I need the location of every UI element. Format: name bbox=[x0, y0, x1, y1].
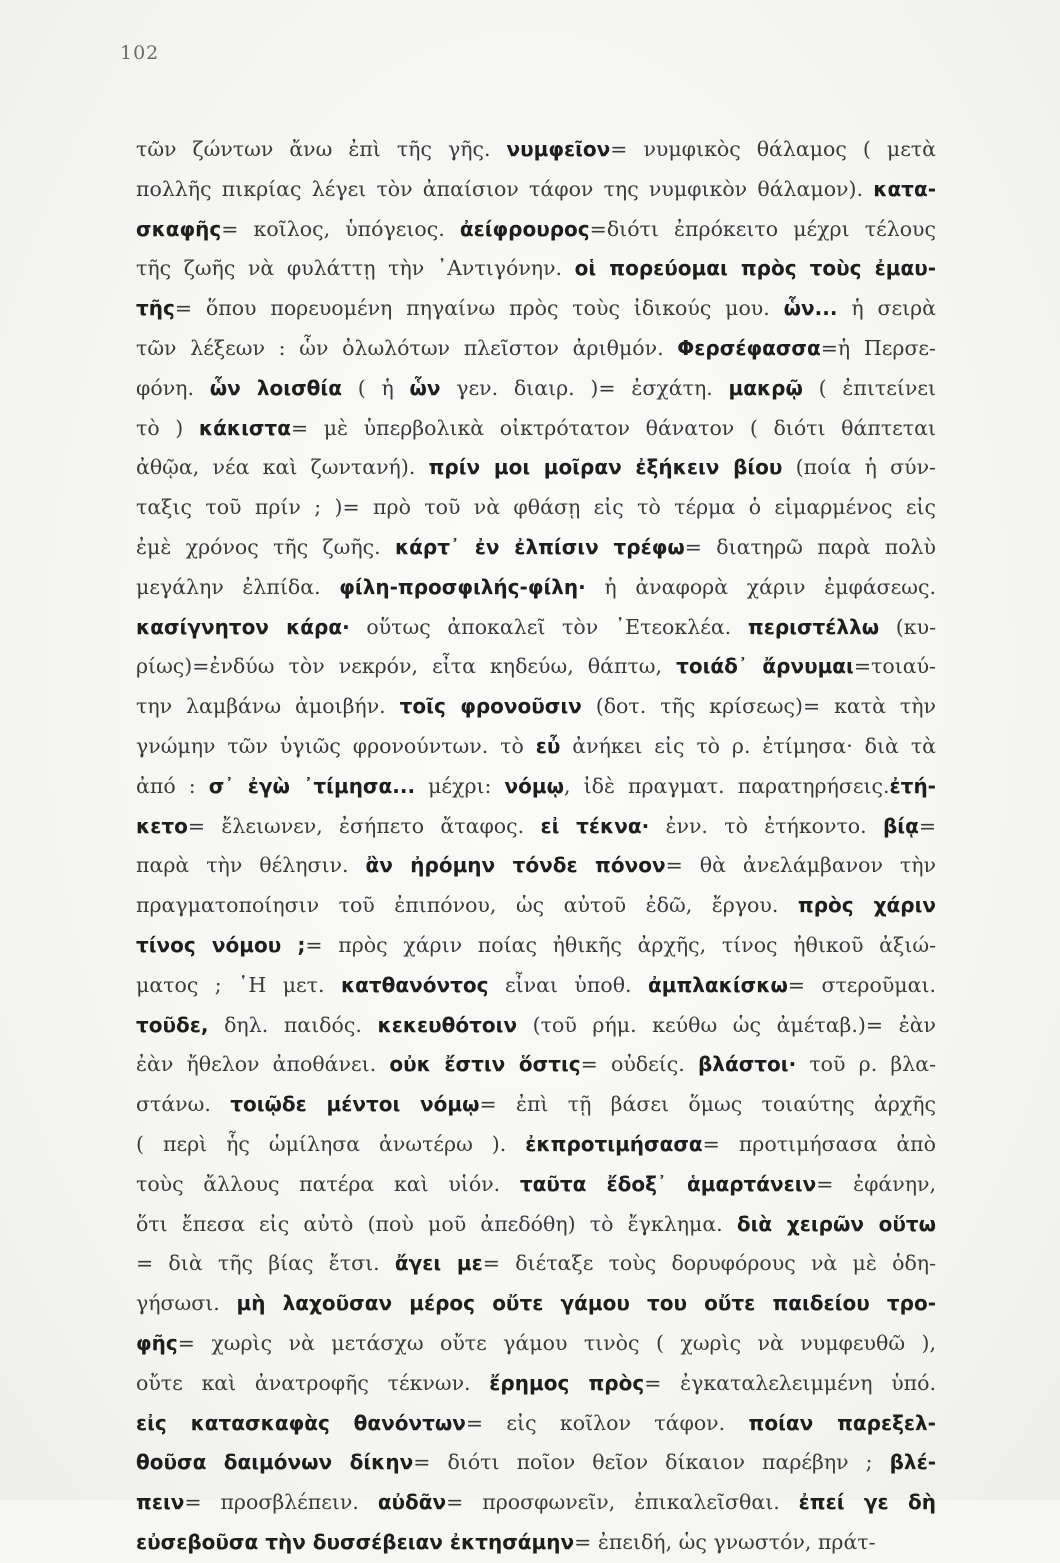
text-line bbox=[136, 1006, 936, 1046]
text-line bbox=[136, 249, 936, 289]
gloss-text: ἡ ἀναφορὰ χάριν ἐμφάσεως. bbox=[585, 574, 936, 599]
text-line bbox=[136, 409, 936, 449]
text-line bbox=[136, 687, 936, 727]
gloss-text: = ἐπειδή, ὡς γνωστόν, πράτ- bbox=[574, 1529, 876, 1554]
gloss-text: μέχρι: bbox=[415, 773, 505, 798]
gloss-text: ἐνν. τὸ ἐτήκοντο. bbox=[649, 813, 883, 838]
gloss-text: πολλῆς πικρίας λέγει τὸν ἀπαίσιον τάφον της νυμφικὸν θάλαμον). bbox=[136, 176, 874, 201]
gloss-text: τὸ ) bbox=[136, 415, 199, 440]
lemma-term: εὖ bbox=[535, 733, 561, 758]
lemma-term: φίλη-προσφιλής-φίλη· bbox=[339, 574, 586, 599]
gloss-text: ματος ; ῾Η μετ. bbox=[136, 972, 341, 997]
text-line bbox=[136, 647, 936, 687]
lemma-term: αὐδᾶν bbox=[377, 1490, 447, 1515]
text-line bbox=[136, 767, 936, 807]
gloss-text: ἐὰν ἤθελον ἀποθάνει. bbox=[136, 1052, 390, 1077]
gloss-text: παρὰ τὴν θέλησιν. bbox=[136, 853, 366, 878]
lemma-term: πειν bbox=[136, 1490, 185, 1515]
lemma-term: κασίγνητον κάρα· bbox=[136, 614, 350, 639]
lemma-term: κατα- bbox=[873, 176, 936, 201]
gloss-text: πραγματοποίησιν τοῦ ἐπιπόνου, ὡς αὐτοῦ ἐδῶ, ἔργου. bbox=[136, 893, 798, 918]
gloss-text: γήσωσι. bbox=[136, 1291, 237, 1316]
text-line bbox=[136, 1404, 936, 1444]
lemma-term: ἀείφρουρος bbox=[459, 216, 590, 241]
gloss-text: = ἐγκαταλελειμμένη ὑπό. bbox=[644, 1370, 936, 1395]
text-line bbox=[136, 1523, 936, 1563]
gloss-text: = νυμφικὸς θάλαμος ( μετὰ bbox=[610, 137, 936, 161]
lemma-term: κάκιστα bbox=[198, 415, 291, 440]
text-line bbox=[136, 1483, 936, 1523]
lemma-term: κεκευθότοιν bbox=[377, 1012, 518, 1037]
lemma-term: ἐπεί γε δὴ bbox=[798, 1490, 936, 1515]
lemma-term: θοῦσα δαιμόνων δίκην bbox=[136, 1450, 414, 1475]
lemma-term: ποίαν παρεξελ- bbox=[748, 1410, 936, 1435]
text-line bbox=[136, 568, 936, 608]
gloss-text: ἀνήκει εἰς τὸ ρ. ἐτίμησα· διὰ τὰ bbox=[560, 733, 936, 758]
lemma-term: οἱ πορεύομαι πρὸς τοὺς ἐμαυ- bbox=[574, 256, 936, 281]
lemma-term: τῆς bbox=[136, 296, 175, 321]
gloss-text: εἶναι ὑποθ. bbox=[488, 972, 648, 997]
lemma-term: βλέ- bbox=[889, 1450, 936, 1475]
lemma-term: πρίν μοι μοῖραν ἐξήκειν βίου bbox=[428, 455, 783, 480]
gloss-text: (κυ- bbox=[879, 614, 936, 639]
gloss-text: ὅτι ἔπεσα εἰς αὐτὸ (ποὺ μοῦ ἀπεδόθη) τὸ ἔγκλημα. bbox=[136, 1211, 737, 1236]
gloss-text: = διατηρῶ παρὰ πολὺ bbox=[684, 534, 936, 559]
gloss-text: = διὰ τῆς βίας ἔτσι. bbox=[136, 1251, 395, 1276]
lemma-term: ἔρημος πρὸς bbox=[489, 1370, 645, 1395]
gloss-text: = ἐπὶ τῇ βάσει ὅμως τοιαύτης ἀρχῆς bbox=[479, 1092, 936, 1117]
text-line bbox=[136, 1443, 936, 1483]
lemma-term: περιστέλλω bbox=[747, 614, 880, 639]
text-line bbox=[136, 369, 936, 409]
lemma-term: ἄγει με bbox=[394, 1251, 483, 1276]
text-line bbox=[136, 1284, 936, 1324]
gloss-text: φόνη. bbox=[136, 375, 210, 400]
lemma-term: τοιῷδε μέντοι νόμῳ bbox=[230, 1092, 480, 1117]
gloss-text: την λαμβάνω ἀμοιβήν. bbox=[136, 694, 400, 719]
gloss-text: ( ἐπιτείνει bbox=[802, 375, 936, 400]
gloss-text: τῆς ζωῆς νὰ φυλάττῃ τὴν ᾿Αντιγόνην. bbox=[136, 256, 575, 281]
gloss-text: στάνω. bbox=[136, 1092, 231, 1117]
text-line bbox=[136, 528, 936, 568]
lemma-term: μὴ λαχοῦσαν μέρος οὔτε γάμου του οὔτε παιδείου τρο- bbox=[236, 1291, 936, 1316]
page-number: 102 bbox=[120, 42, 160, 64]
gloss-text: γεν. διαιρ. )= ἐσχάτη. bbox=[440, 375, 729, 400]
text-line bbox=[136, 966, 936, 1006]
gloss-text: ἐμὲ χρόνος τῆς ζωῆς. bbox=[136, 534, 395, 559]
gloss-text: = προσβλέπειν. bbox=[184, 1490, 378, 1515]
gloss-text: μεγάλην ἐλπίδα. bbox=[136, 574, 340, 599]
text-line bbox=[136, 727, 936, 767]
lemma-term: μακρῷ bbox=[728, 375, 803, 400]
gloss-text: τοὺς ἄλλους πατέρα καὶ υἱόν. bbox=[136, 1171, 520, 1196]
text-line bbox=[136, 210, 936, 250]
lemma-term: βλάστοι· bbox=[697, 1052, 797, 1077]
lemma-term: κετο bbox=[136, 813, 188, 838]
lemma-term: νόμῳ bbox=[504, 773, 564, 798]
gloss-text: = στεροῦμαι. bbox=[787, 972, 936, 997]
text-line bbox=[136, 846, 936, 886]
text-line bbox=[136, 1364, 936, 1404]
text-line bbox=[136, 1125, 936, 1165]
gloss-text: = bbox=[918, 813, 936, 838]
lemma-term: εὐσεβοῦσα τὴν δυσσέβειαν ἐκτησάμην bbox=[136, 1529, 575, 1554]
gloss-text: = χωρὶς νὰ μετάσχω οὔτε γάμου τινὸς ( χωρὶς νὰ νυμφευθῶ ), bbox=[177, 1330, 936, 1355]
gloss-text: οὔτε καὶ ἀνατροφῆς τέκνων. bbox=[136, 1370, 490, 1395]
text-line bbox=[136, 488, 936, 528]
lemma-term: τοιάδ᾿ ἄρνυμαι bbox=[676, 654, 854, 679]
text-line bbox=[136, 807, 936, 847]
lemma-term: ὧν bbox=[409, 375, 441, 400]
lemma-term: ἀμπλακίσκω bbox=[648, 972, 788, 997]
lemma-term: ἂν ἠρόμην τόνδε πόνον bbox=[365, 853, 666, 878]
gloss-text: ταξις τοῦ πρίν ; )= πρὸ τοῦ νὰ φθάσῃ εἰς τὸ τέρμα ὁ εἱμαρμένος εἰς bbox=[136, 495, 936, 520]
lemma-term: τίνος νόμου ; bbox=[136, 932, 306, 957]
text-line bbox=[136, 886, 936, 926]
text-line bbox=[136, 926, 936, 966]
lemma-term: φῆς bbox=[136, 1330, 178, 1355]
gloss-text: = ἔλειωνεν, ἐσήπετο ἄταφος. bbox=[187, 813, 541, 838]
gloss-text: =διότι ἐπρόκειτο μέχρι τέλους bbox=[589, 216, 936, 241]
text-line bbox=[136, 1324, 936, 1364]
lemma-term: οὐκ ἔστιν ὅστις bbox=[389, 1052, 581, 1077]
gloss-text: (τοῦ ρήμ. κεύθω ὡς ἀμέταβ.)= ἐὰν bbox=[517, 1012, 936, 1037]
gloss-text: τοῦ ρ. βλα- bbox=[796, 1052, 936, 1077]
gloss-text: τῶν ζώντων ἄνω ἐπὶ τῆς γῆς. bbox=[136, 137, 507, 161]
gloss-text: (ποία ἡ σύν- bbox=[782, 455, 936, 480]
text-line bbox=[136, 170, 936, 210]
gloss-text: = διέταξε τοὺς δορυφόρους νὰ μὲ ὁδη- bbox=[482, 1251, 936, 1276]
gloss-text: = θὰ ἀνελάμβανον τὴν bbox=[665, 853, 936, 878]
gloss-text: ἀθῷα, νέα καὶ ζωντανή). bbox=[136, 455, 429, 480]
lemma-term: κάρτ᾿ ἐν ἐλπίσιν τρέφω bbox=[394, 534, 685, 559]
lemma-term: βίᾳ bbox=[882, 813, 919, 838]
gloss-text: = προσφωνεῖν, ἐπικαλεῖσθαι. bbox=[446, 1490, 799, 1515]
lemma-term: ὧν... bbox=[783, 296, 838, 321]
lemma-term: Φερσέφασσα bbox=[677, 335, 821, 360]
lemma-term: ἐκπροτιμήσασα bbox=[525, 1131, 703, 1156]
text-line bbox=[136, 1244, 936, 1284]
gloss-text: = διότι ποῖον θεῖον δίκαιον παρέβην ; bbox=[413, 1450, 890, 1475]
lemma-term: ταῦτα ἔδοξ᾿ ἁμαρτάνειν bbox=[519, 1171, 817, 1196]
text-line bbox=[136, 1045, 936, 1085]
text-line bbox=[136, 289, 936, 329]
gloss-text: ἀπό : bbox=[136, 773, 209, 798]
text-line bbox=[136, 1085, 936, 1125]
lemma-term: σκαφῆς bbox=[136, 216, 222, 241]
gloss-text: = κοῖλος, ὑπόγειος. bbox=[221, 216, 460, 241]
lemma-term: εἰ τέκνα· bbox=[540, 813, 650, 838]
text-line bbox=[136, 1205, 936, 1245]
gloss-text: ἡ σειρὰ bbox=[837, 296, 936, 321]
gloss-text: = εἰς κοῖλον τάφον. bbox=[465, 1410, 749, 1435]
gloss-text: ρίως)=ἐνδύω τὸν νεκρόν, εἶτα κηδεύω, θάπτω, bbox=[136, 654, 677, 679]
commentary-text bbox=[136, 130, 936, 1563]
gloss-text: = ἐφάνην, bbox=[816, 1171, 936, 1196]
text-line bbox=[136, 608, 936, 648]
text-line bbox=[136, 1165, 936, 1205]
gloss-text: ( περὶ ἧς ὡμίλησα ἀνωτέρω ). bbox=[136, 1131, 526, 1156]
gloss-text: (δοτ. τῆς κρίσεως)= κατὰ τὴν bbox=[581, 694, 936, 719]
lemma-term: ὧν λοισθία bbox=[209, 375, 342, 400]
lemma-term: τοῦδε, bbox=[136, 1012, 209, 1037]
gloss-text: ( ἡ bbox=[341, 375, 410, 400]
gloss-text: , ἰδὲ πραγματ. παρατηρήσεις. bbox=[564, 773, 890, 798]
lemma-term: νυμφεῖον bbox=[506, 137, 611, 161]
lemma-term: διὰ χειρῶν οὕτω bbox=[736, 1211, 936, 1236]
gloss-text: δηλ. παιδός. bbox=[208, 1012, 378, 1037]
lemma-term: τοῖς φρονοῦσιν bbox=[399, 694, 582, 719]
lemma-term: πρὸς χάριν bbox=[797, 893, 936, 918]
text-line bbox=[136, 130, 936, 170]
text-line bbox=[136, 329, 936, 369]
lemma-term: ἐτή- bbox=[889, 773, 936, 798]
gloss-text: = ὅπου πορευομένη πηγαίνω πρὸς τοὺς ἰδικούς μου. bbox=[174, 296, 784, 321]
lemma-term: εἰς κατασκαφὰς θανόντων bbox=[136, 1410, 466, 1435]
gloss-text: = μὲ ὑπερβολικὰ οἰκτρότατον θάνατον ( διότι θάπτεται bbox=[290, 415, 936, 440]
gloss-text: οὕτως ἀποκαλεῖ τὸν ᾿Ετεοκλέα. bbox=[349, 614, 748, 639]
gloss-text: γνώμην τῶν ὑγιῶς φρονούντων. τὸ bbox=[136, 733, 536, 758]
lemma-term: κατθανόντος bbox=[340, 972, 489, 997]
gloss-text: =ἡ Περσε- bbox=[820, 335, 936, 360]
gloss-text: = προτιμήσασα ἀπὸ bbox=[702, 1131, 936, 1156]
gloss-text: τῶν λέξεων : ὧν ὀλωλότων πλεῖστον ἀριθμόν. bbox=[136, 335, 678, 360]
gloss-text: =τοιαύ- bbox=[853, 654, 936, 679]
text-line bbox=[136, 448, 936, 488]
gloss-text: = οὐδείς. bbox=[580, 1052, 698, 1077]
lemma-term: σ᾿ ἐγὼ ᾿τίμησα... bbox=[208, 773, 416, 798]
gloss-text: = πρὸς χάριν ποίας ἠθικῆς ἀρχῆς, τίνος ἠθικοῦ ἀξιώ- bbox=[305, 932, 936, 957]
